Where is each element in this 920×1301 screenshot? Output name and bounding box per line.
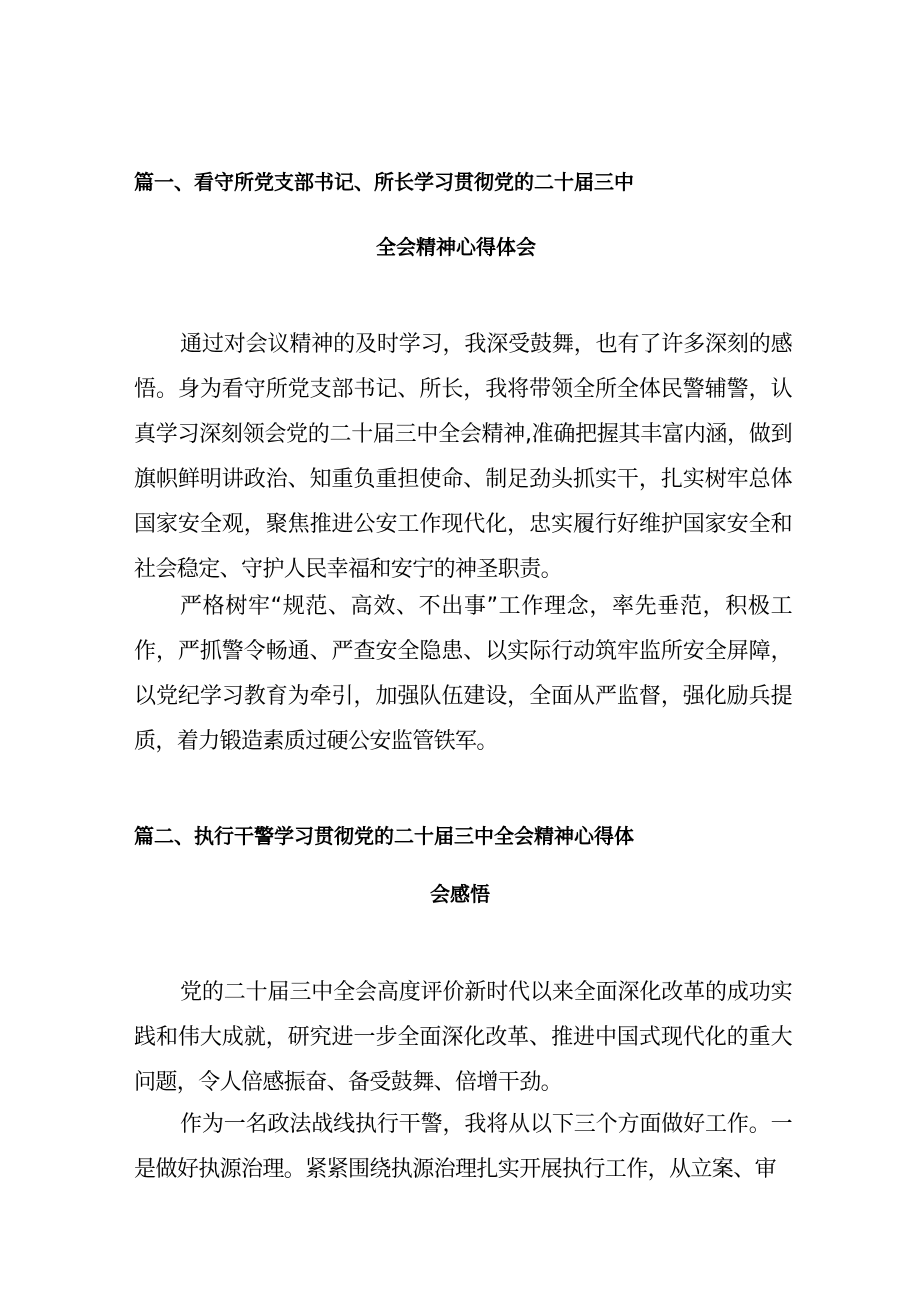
section-1-title-line-2: 全会精神心得体会: [376, 235, 536, 259]
section-1-title-line-1: 篇一、看守所党支部书记、所长学习贯彻党的二十届三中: [134, 170, 634, 194]
section-2-title-line-2: 会感悟: [430, 882, 490, 906]
section-2-paragraph-2: 作为一名政法战线执行干警，我将从以下三个方面做好工作。一是做好执源治理。紧紧围绕执源治理扎实开展执行工作，从立案、审: [134, 1112, 792, 1182]
section-2-paragraph-1: 党的二十届三中全会高度评价新时代以来全面深化改革的成功实践和伟大成就，研究进一步全面深化改革、推进中国式现代化的重大问题，令人倍感振奋、备受鼓舞、倍增干劲。: [134, 980, 792, 1095]
section-1-paragraph-2: 严格树牢“规范、高效、不出事”工作理念，率先垂范，积极工作，严抓警令畅通、严查安全隐患、以实际行动筑牢监所安全屏障，以党纪学习教育为牵引，加强队伍建设，全面从严监督，强化励兵提质，着力锻造素质过硬公安监管铁军。: [134, 594, 792, 754]
section-1-paragraph-1: 通过对会议精神的及时学习，我深受鼓舞，也有了许多深刻的感悟。身为看守所党支部书记、所长，我将带领全所全体民警辅警，认真学习深刻领会党的二十届三中全会精神,准确把握其丰富内涵，做到旗帜鲜明讲政治、知重负重担使命、制足劲头抓实干，扎实树牢总体国家安全观，聚焦推进公安工作现代化，忠实履行好维护国家安全和社会稳定、守护人民幸福和安宁的神圣职责。: [134, 332, 792, 582]
section-2-title-line-1: 篇二、执行干警学习贯彻党的二十届三中全会精神心得体: [134, 824, 634, 848]
